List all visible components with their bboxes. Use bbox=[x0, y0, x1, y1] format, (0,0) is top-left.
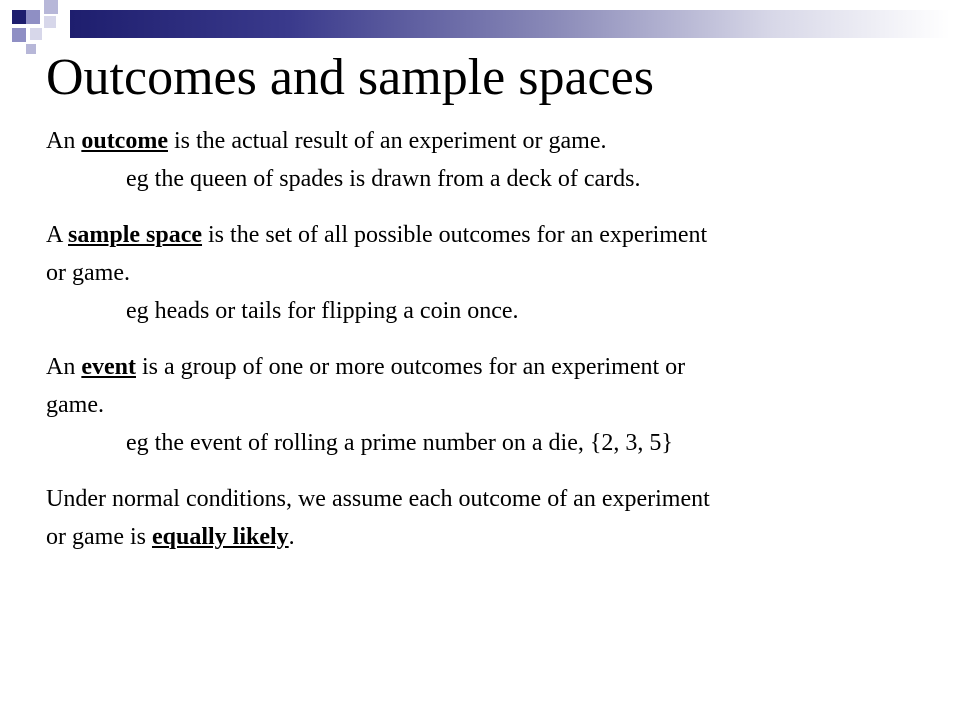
corner-square bbox=[44, 16, 56, 28]
closing-line: Under normal conditions, we assume each outcome of an experiment bbox=[46, 486, 710, 512]
definition-event bbox=[46, 348, 936, 462]
corner-square bbox=[26, 44, 36, 54]
corner-square bbox=[44, 0, 58, 14]
corner-square bbox=[12, 28, 26, 42]
definition-line bbox=[46, 348, 936, 386]
closing-suffix: . bbox=[288, 524, 295, 550]
definition-line bbox=[46, 216, 936, 254]
definition-prefix: A bbox=[46, 222, 69, 248]
example-line: eg the event of rolling a prime number on a die, {2, 3, 5} bbox=[126, 430, 673, 456]
definition-sample-space bbox=[46, 216, 936, 330]
definition-text: is the actual result of an experiment or game. bbox=[167, 128, 607, 154]
term-outcome: outcome bbox=[81, 128, 168, 154]
definition-prefix: An bbox=[46, 354, 82, 380]
term-equally-likely: equally likely bbox=[151, 524, 289, 550]
definition-outcome bbox=[46, 122, 936, 198]
example-line: eg heads or tails for flipping a coin once. bbox=[126, 298, 519, 324]
definition-continuation: or game. bbox=[46, 260, 130, 286]
header-band bbox=[70, 10, 950, 38]
definition-text: is the set of all possible outcomes for an experiment bbox=[202, 222, 708, 248]
closing-prefix: or game is bbox=[46, 524, 152, 550]
definition-prefix: An bbox=[46, 128, 82, 154]
slide-body bbox=[46, 122, 936, 574]
corner-square bbox=[26, 10, 40, 24]
slide-title: Outcomes and sample spaces bbox=[46, 49, 654, 106]
definition-continuation: game. bbox=[46, 392, 104, 418]
corner-square bbox=[12, 10, 26, 24]
definition-text: is a group of one or more outcomes for an experiment or bbox=[136, 354, 686, 380]
closing-statement bbox=[46, 480, 936, 556]
definition-line bbox=[46, 122, 936, 160]
example-line: eg the queen of spades is drawn from a deck of cards. bbox=[126, 166, 641, 192]
term-sample-space: sample space bbox=[68, 222, 203, 248]
corner-square bbox=[30, 28, 42, 40]
closing-line bbox=[46, 518, 936, 556]
term-event: event bbox=[81, 354, 136, 380]
